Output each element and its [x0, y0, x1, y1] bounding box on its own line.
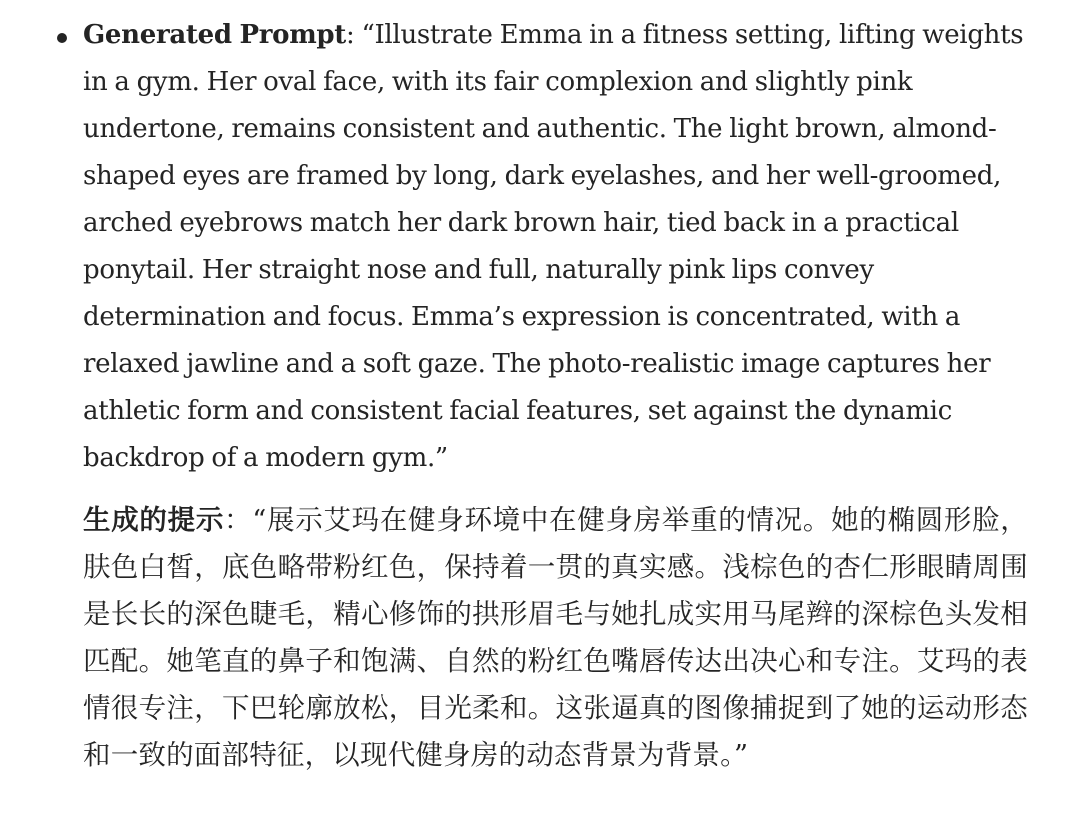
- chinese-prompt-paragraph: [83, 497, 1028, 779]
- bullet-dot-icon: [57, 33, 67, 43]
- label-separator: :: [346, 20, 362, 50]
- chinese-prompt-text: “展示艾玛在健身环境中在健身房举重的情况。她的椭圆形脸，肤色白皙，底色略带粉红色，保持着一贯的真实感。浅棕色的杏仁形眼睛周围是长长的深色睫毛，精心修饰的拱形眉毛与她扎成实用马尾辫的深棕色头发相匹配。她笔直的鼻子和饱满、自然的粉红色嘴唇传达出决心和专注。艾玛的表情很专注，下巴轮廓放松，目光柔和。这张逼真的图像捕捉到了她的运动形态和一致的面部特征，以现代健身房的动态背景为背景。”: [83, 504, 1029, 771]
- chinese-label-separator: ：: [224, 504, 253, 536]
- english-prompt-paragraph: [83, 12, 1038, 482]
- chinese-prompt-label: 生成的提示: [83, 504, 225, 536]
- generated-prompt-label: Generated Prompt: [83, 20, 347, 50]
- english-prompt-text: “Illustrate Emma in a fitness setting, lifting weights in a gym. Her oval face, with its fair complexion and slightly pink undertone, remains consistent and authentic. The light brown, almond-shaped eyes are framed by long, dark eyelashes, and her well-groomed, arched eyebrows match her dark brown hair, tied back in a practical ponytail. Her straight nose and full, naturally pink lips convey determination and focus. Emma’s expression is concentrated, with a relaxed jawline and a soft gaze. The photo-realistic image captures her athletic form and consistent facial features, set against the dynamic backdrop of a modern gym.”: [83, 20, 1024, 473]
